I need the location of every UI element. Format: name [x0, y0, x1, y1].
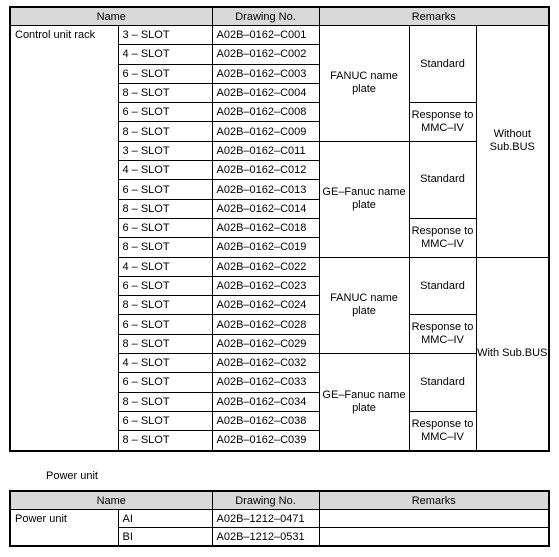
drawing-cell: A02B–0162–C012 [212, 161, 319, 180]
slot-cell: 6 – SLOT [118, 276, 212, 295]
type-cell: Standard [409, 257, 476, 315]
drawing-cell: A02B–0162–C038 [212, 411, 319, 430]
header-remarks: Remarks [319, 7, 549, 26]
drawing-cell: A02B–0162–C034 [212, 392, 319, 411]
slot-cell: 8 – SLOT [118, 199, 212, 218]
type-cell: Standard [409, 354, 476, 412]
drawing-cell: A02B–0162–C008 [212, 103, 319, 122]
control-unit-rack-table [9, 6, 550, 452]
drawing-cell: A02B–0162–C009 [212, 122, 319, 141]
type-cell: Response to MMC–IV [409, 315, 476, 354]
type-cell: Response to MMC–IV [409, 103, 476, 142]
header-name: Name [10, 7, 212, 26]
drawing-cell: A02B–0162–C014 [212, 199, 319, 218]
header-row [10, 7, 549, 26]
slot-cell: 8 – SLOT [118, 83, 212, 102]
slot-cell: 6 – SLOT [118, 315, 212, 334]
drawing-cell: A02B–0162–C022 [212, 257, 319, 276]
drawing-cell: A02B–1212–0471 [212, 510, 319, 528]
remarks-cell [319, 528, 549, 547]
remarks-cell [319, 510, 549, 528]
slot-cell: 4 – SLOT [118, 354, 212, 373]
slot-cell: 3 – SLOT [118, 26, 212, 45]
header-drawing-no: Drawing No. [212, 491, 319, 510]
sub-bus-cell: With Sub.BUS [476, 257, 549, 450]
slot-cell: 3 – SLOT [118, 141, 212, 160]
power-unit-caption: Power unit [46, 470, 98, 482]
slot-cell: 8 – SLOT [118, 431, 212, 451]
rack-name: Control unit rack [10, 26, 118, 451]
power-unit-name: Power unit [10, 510, 118, 547]
drawing-cell: A02B–0162–C002 [212, 45, 319, 64]
drawing-cell: A02B–0162–C003 [212, 64, 319, 83]
table-row [10, 26, 549, 45]
model-cell: BI [118, 528, 212, 547]
sub-bus-cell: Without Sub.BUS [476, 26, 549, 258]
slot-cell: 8 – SLOT [118, 296, 212, 315]
drawing-cell: A02B–0162–C029 [212, 334, 319, 353]
name-plate-cell: FANUC name plate [319, 257, 409, 353]
name-plate-cell: GE–Fanuc name plate [319, 141, 409, 257]
rack-table-body [10, 26, 549, 451]
model-cell: AI [118, 510, 212, 528]
header-row [10, 491, 549, 510]
type-cell: Response to MMC–IV [409, 218, 476, 257]
header-drawing-no: Drawing No. [212, 7, 319, 26]
drawing-cell: A02B–0162–C024 [212, 296, 319, 315]
table-row [10, 510, 549, 528]
slot-cell: 8 – SLOT [118, 392, 212, 411]
header-name: Name [10, 491, 212, 510]
type-cell: Standard [409, 141, 476, 218]
slot-cell: 6 – SLOT [118, 411, 212, 430]
drawing-cell: A02B–0162–C013 [212, 180, 319, 199]
type-cell: Response to MMC–IV [409, 411, 476, 450]
drawing-cell: A02B–0162–C001 [212, 26, 319, 45]
slot-cell: 8 – SLOT [118, 334, 212, 353]
drawing-cell: A02B–0162–C023 [212, 276, 319, 295]
slot-cell: 8 – SLOT [118, 238, 212, 257]
power-unit-table [9, 490, 550, 547]
slot-cell: 4 – SLOT [118, 257, 212, 276]
slot-cell: 6 – SLOT [118, 218, 212, 237]
slot-cell: 6 – SLOT [118, 103, 212, 122]
slot-cell: 6 – SLOT [118, 64, 212, 83]
slot-cell: 8 – SLOT [118, 122, 212, 141]
slot-cell: 4 – SLOT [118, 45, 212, 64]
drawing-cell: A02B–0162–C018 [212, 218, 319, 237]
drawing-cell: A02B–0162–C019 [212, 238, 319, 257]
slot-cell: 4 – SLOT [118, 161, 212, 180]
drawing-cell: A02B–0162–C011 [212, 141, 319, 160]
header-remarks: Remarks [319, 491, 549, 510]
drawing-cell: A02B–1212–0531 [212, 528, 319, 547]
slot-cell: 6 – SLOT [118, 373, 212, 392]
drawing-cell: A02B–0162–C004 [212, 83, 319, 102]
slot-cell: 6 – SLOT [118, 180, 212, 199]
drawing-cell: A02B–0162–C032 [212, 354, 319, 373]
name-plate-cell: FANUC name plate [319, 26, 409, 142]
drawing-cell: A02B–0162–C028 [212, 315, 319, 334]
type-cell: Standard [409, 26, 476, 103]
drawing-cell: A02B–0162–C039 [212, 431, 319, 451]
drawing-cell: A02B–0162–C033 [212, 373, 319, 392]
name-plate-cell: GE–Fanuc name plate [319, 354, 409, 451]
